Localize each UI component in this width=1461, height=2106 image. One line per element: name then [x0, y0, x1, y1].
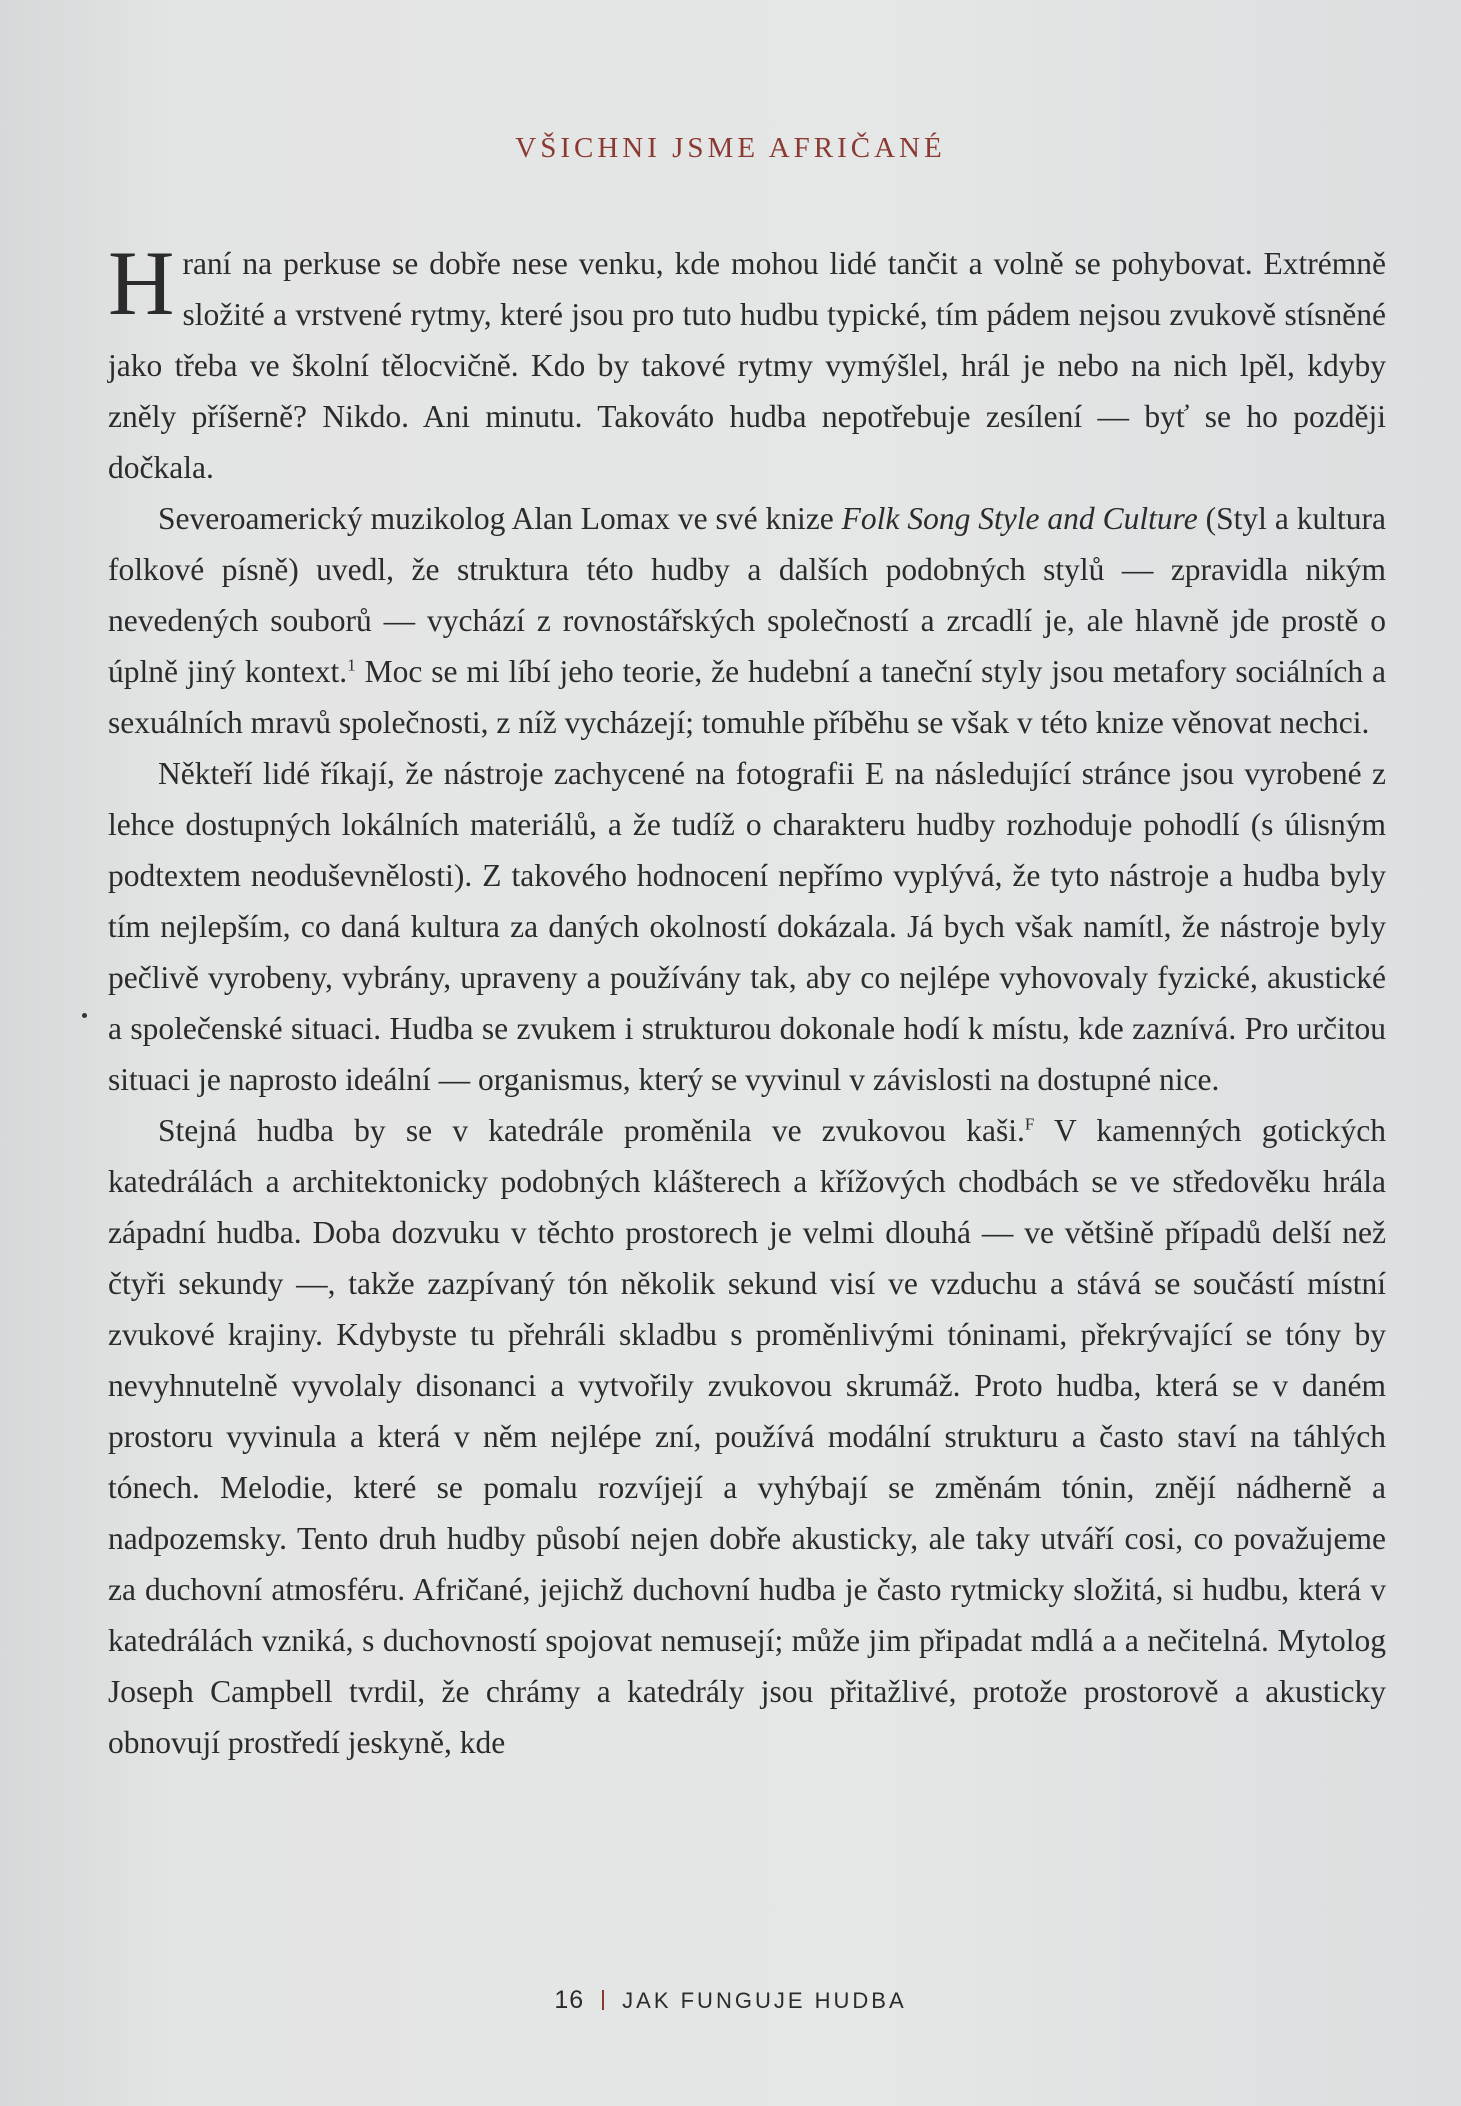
paragraph-3 [108, 748, 1386, 1105]
paragraph-2 [108, 493, 1386, 748]
paragraph-4-text-a: Stejná hudba by se v katedrále proměnila ve zvukovou kaši. [158, 1113, 1025, 1148]
paragraph-2-text-b: (Styl a kultura folkové písně) uvedl, že struktura této hudby a dalších podobných stylů — zpravidla nikým nevedených souborů — vychází z rovnostářských společností a zrcadlí je, ale hlavně jde prostě o úplně jiný kontext. [108, 501, 1387, 689]
page-number: 16 [554, 1986, 585, 2014]
paragraph-1 [108, 232, 1386, 493]
print-speck [82, 1013, 87, 1018]
figure-note-marker: F [1024, 1114, 1035, 1134]
drop-cap: H [108, 232, 175, 334]
footer-book-title: JAK FUNGUJE HUDBA [622, 1988, 907, 2013]
paragraph-3-text: Někteří lidé říkají, že nástroje zachycené na fotografii E na následující stránce jsou vyrobené z lehce dostupných lokálních materiálů, a že tudíž o charakteru hudby rozhoduje pohodlí (s úlisným podtextem neoduševnělosti). Z takového hodnocení nepřímo vyplývá, že tyto nástroje a hudba byly tím nejlepším, co daná kultura za daných okolností dokázala. Já bych však namítl, že nástroje byly pečlivě vyrobeny, vybrány, upraveny a používány tak, aby co nejlépe vyhovovaly fyzické, akustické a společenské situaci. Hudba se zvukem i strukturou dokonale hodí k místu, kde zaznívá. Pro určitou situaci je naprosto ideální — organismus, který se vyvinul v závislosti na dostupné nice. [108, 756, 1386, 1097]
paragraph-1-text: raní na perkuse se dobře nese venku, kde mohou lidé tančit a volně se pohybovat. Extrémně složité a vrstvené rytmy, které jsou pro tuto hudbu typické, tím pádem nejsou zvukově stísněné jako třeba ve školní tělocvičně. Kdo by takové rytmy vymýšlel, hrál je nebo na nich lpěl, kdyby zněly příšerně? Nikdo. Ani minutu. Takováto hudba nepotřebuje zesílení — byť se ho později dočkala. [108, 246, 1386, 485]
paragraph-4-text-b: V kamenných gotických katedrálách a architektonicky podobných klášterech a křížových chodbách se ve středověku hrála západní hudba. Doba dozvuku v těchto prostorech je velmi dlouhá — ve většině případů delší než čtyři sekundy —, takže zazpívaný tón několik sekund visí ve vzduchu a stává se součástí místní zvukové krajiny. Kdybyste tu přehráli skladbu s proměnlivými tóninami, překrývající se tóny by nevyhnutelně vyvolaly disonanci a vytvořily zvukovou skrumáž. Proto hudba, která se v daném prostoru vyvinula a která v něm nejlépe zní, používá modální strukturu a často staví na táhlých tónech. Melodie, které se pomalu rozvíjejí a vyhýbají se změnám tónin, znějí nádherně a nadpozemsky. Tento druh hudby působí nejen dobře akusticky, ale taky utváří cosi, co považujeme za duchovní atmosféru. Afričané, jejichž duchovní hudba je často rytmicky složitá, si hudbu, která v katedrálách vzniká, s duchovností spojovat nemusejí; může jim připadat mdlá a a nečitelná. Mytolog Joseph Campbell tvrdil, že chrámy a katedrály jsou přitažlivé, protože prostorově a akusticky obnovují prostředí jeskyně, kde [108, 1113, 1386, 1760]
paragraph-4 [108, 1105, 1386, 1768]
body-text [108, 232, 1387, 1768]
running-head: VŠICHNI JSME AFRIČANÉ [515, 132, 946, 164]
paragraph-2-text-c: Moc se mi líbí jeho teorie, že hudební a taneční styly jsou metafory sociálních a sexuálních mravů společnosti, z níž vycházejí; tomuhle příběhu se však v této knize věnovat nechci. [108, 654, 1386, 740]
paragraph-2-text-a: Severoamerický muzikolog Alan Lomax ve své knize [158, 501, 842, 536]
book-title-italic: Folk Song Style and Culture [841, 501, 1198, 536]
footnote-marker: 1 [347, 655, 356, 675]
page-footer [0, 1986, 1461, 2015]
footer-separator [602, 1990, 604, 2010]
